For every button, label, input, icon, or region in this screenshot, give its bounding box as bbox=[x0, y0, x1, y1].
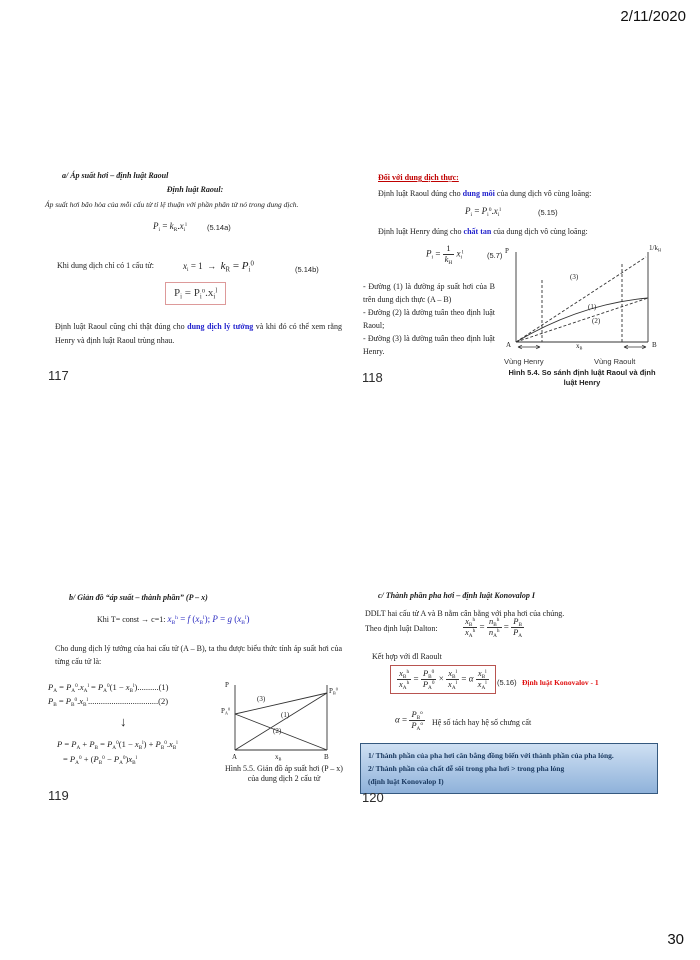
raoul-law-statement: Áp suất hơi bão hòa của mỗi cấu tử tỉ lệ thuận với phần phân tử nó trong dung dịch. bbox=[45, 200, 299, 209]
raoul-solvent-post: của dung dịch vô cùng loãng: bbox=[494, 189, 592, 198]
line-3-label: (3) bbox=[257, 695, 266, 703]
henry-zone-arrow bbox=[518, 345, 540, 349]
henry-solute-post: của dung dịch vô cùng loãng: bbox=[491, 227, 588, 236]
raoul-note-post: và khi đó có thể xem rằng Henry và định luật Raoul trùng nhau. bbox=[55, 322, 342, 345]
slide-120-title: c/ Thành phần pha hơi – định luật Konovalop I bbox=[378, 591, 536, 600]
p-axis-label: P bbox=[225, 681, 229, 689]
raoul-solvent-line bbox=[378, 188, 591, 200]
raoul-boxed-equation: $P_i = P_i^o.x_i^l$ bbox=[165, 282, 226, 305]
t-const-post: c=1: bbox=[149, 615, 168, 624]
point-a-label: A bbox=[232, 753, 238, 761]
pb0-label: $P_B^0$ bbox=[329, 686, 338, 696]
line-2-label: (2) bbox=[273, 727, 282, 735]
eq-partial-pressure-b: $P_B = P_B^0.x_B^l.................................(2)$ bbox=[48, 696, 169, 708]
slide-119-number: 119 bbox=[48, 788, 69, 803]
point-b-label: B bbox=[652, 341, 657, 349]
line-descriptions bbox=[363, 280, 495, 358]
slide-119 bbox=[45, 588, 345, 808]
eq-partial-pressure-a: $P_A = P_A^0.x_A^l = P_A^0(1 - x_B^l)..........(1)$ bbox=[48, 682, 169, 694]
henry-solute-highlight: chất tan bbox=[463, 227, 492, 236]
raoul-solvent-pre: Định luật Raoul đúng cho bbox=[378, 189, 463, 198]
line-1-description: - Đường (1) là đường áp suất hơi của B trên dung dịch thực (A – B) bbox=[363, 282, 495, 304]
slide-117-subtitle: Định luật Raoul: bbox=[166, 185, 224, 194]
one-component-label: Khi dung dịch chỉ có 1 cấu tử: bbox=[57, 261, 154, 270]
eq-5-7-label: (5.7) bbox=[487, 251, 503, 260]
line-3-label: (3) bbox=[570, 273, 579, 281]
ddlt-line: DDLT hai cấu tử A và B nằm cân bằng với pha hơi của chúng. bbox=[365, 609, 565, 618]
figure-5-5 bbox=[223, 680, 348, 800]
henry-solute-pre: Định luật Henry đúng cho bbox=[378, 227, 464, 236]
p-axis-label: P bbox=[505, 247, 509, 255]
dalton-equation: $\frac{x_B^h}{x_A^h}$ = $\frac{n_B^h}{n_A^h}$ = $\frac{P_B}{P_A}$ bbox=[465, 616, 523, 639]
eq-5-14a: $P_i = k_R.x_i^l$ bbox=[153, 221, 187, 233]
slide-117-title: a/ Áp suất hơi – định luật Raoul bbox=[62, 171, 169, 180]
line-2-description: - Đường (2) là đường tuân theo định luật Raoul; bbox=[363, 308, 495, 330]
alpha-equation: α = $\frac{P_B^o}{P_A^o}$ bbox=[395, 709, 423, 732]
inverse-kh-label: $1/k_H$ bbox=[649, 244, 662, 253]
henry-zone-label: Vùng Henry bbox=[504, 357, 544, 366]
summary-line-3: (định luật Konovalop I) bbox=[368, 777, 444, 786]
konovalov-equation: $\frac{x_B^h}{x_A^h}$ = $\frac{P_B^0}{P_A^0}$ × $\frac{x_B^l}{x_A^l}$ = α $\frac{x_B^l}{x_A^l}$ bbox=[390, 665, 496, 694]
print-date: 2/11/2020 bbox=[620, 8, 686, 25]
figure-5-5-caption: Hình 5.5. Giản đồ áp suất hơi (P – x) của dung dịch 2 cấu tử bbox=[225, 764, 343, 784]
t-const-line bbox=[97, 613, 249, 627]
raoult-combine-label: Kết hợp với đl Raoult bbox=[372, 652, 442, 661]
down-arrow: ↓ bbox=[120, 714, 127, 729]
slide-119-title: b/ Giản đồ “áp suất – thành phần” (P – x) bbox=[69, 593, 208, 602]
slide-118-number: 118 bbox=[362, 370, 383, 385]
eq-total-pressure-1: $P = P_A + P_B = P_A^0(1 - x_B^l) + P_B^0.x_B^l$ bbox=[57, 739, 178, 751]
slide-118-heading: Đối với dung dịch thực: bbox=[378, 173, 459, 182]
page-number: 30 bbox=[667, 931, 684, 948]
eq-5-14a-label: (5.14a) bbox=[207, 223, 231, 232]
konovalov-law-name: Định luật Konovalov - 1 bbox=[522, 678, 599, 687]
eq-5-15: $P_i = P_i^0.x_i^l$ bbox=[465, 206, 501, 218]
raoul-law-line-2 bbox=[516, 298, 648, 342]
slide-120 bbox=[360, 585, 665, 810]
slide-120-number: 120 bbox=[362, 790, 384, 805]
t-const-pre: Khi T= const bbox=[97, 615, 142, 624]
eq-total-pressure-2: = $P_A^0 + (P_B^0 - P_A^0)x_B^l$ bbox=[63, 754, 138, 766]
ideal-solution-paragraph: Cho dung dịch lý tưởng của hai cấu tử (A – B), ta thu được biểu thức tính áp suất hơi của từng cấu tử là: bbox=[55, 644, 342, 666]
line-2-label: (2) bbox=[592, 317, 601, 325]
alpha-description: Hệ số tách hay hệ số chưng cất bbox=[432, 718, 532, 727]
raoul-note-pre: Định luật Raoul cũng chỉ thật đúng cho bbox=[55, 322, 188, 331]
raoul-note-highlight: dung dịch lý tưởng bbox=[187, 322, 254, 331]
figure-5-4-caption: Hình 5.4. So sánh định luật Raoul và định luật Henry bbox=[508, 368, 656, 387]
henry-solute-line bbox=[378, 226, 588, 238]
eq-5-15-label: (5.15) bbox=[538, 208, 558, 217]
xb-axis-label: $x_B$ bbox=[275, 753, 282, 762]
figure-5-4 bbox=[502, 244, 665, 394]
dalton-label: Theo định luật Dalton: bbox=[365, 624, 438, 633]
line-1-label: (1) bbox=[281, 711, 290, 719]
slide-117 bbox=[45, 170, 345, 385]
phase-functions-formula: $x_B^h = f$ $(x_B^l)$; P = g $(x_B^l)$ bbox=[167, 614, 250, 626]
slide-117-number: 117 bbox=[48, 368, 69, 383]
summary-line-2: 2/ Thành phần của chất dễ sôi trong pha hơi > trong pha lỏng bbox=[368, 764, 565, 773]
raoult-zone-label: Vùng Raoult bbox=[594, 357, 636, 366]
eq-5-14b: $x_i = 1 \to k_R = P_i^0$ bbox=[183, 260, 254, 274]
line-3-description: - Đường (3) là đường tuân theo định luật Henry. bbox=[363, 334, 495, 356]
raoult-zone-arrow bbox=[624, 345, 646, 349]
figure-5-4-plot bbox=[502, 244, 662, 352]
konovalov-summary-box bbox=[360, 743, 658, 794]
point-a-label: A bbox=[506, 341, 512, 349]
raoul-solvent-highlight: dung môi bbox=[462, 189, 495, 198]
henry-law-line-3 bbox=[516, 257, 646, 342]
point-b-label: B bbox=[324, 753, 329, 761]
raoul-note bbox=[55, 320, 342, 348]
line-1-label: (1) bbox=[588, 303, 597, 311]
eq-5-14b-label: (5.14b) bbox=[295, 265, 319, 274]
summary-line-1: 1/ Thành phần của pha hơi cân bằng đồng biến với thành phần của pha lỏng. bbox=[368, 751, 614, 760]
eq-5-16-label: (5.16) bbox=[497, 678, 517, 687]
implies-arrow: → bbox=[141, 615, 150, 624]
slide-118 bbox=[360, 168, 665, 398]
xb-axis-label: $x_B$ bbox=[576, 342, 583, 351]
pb-line-1 bbox=[235, 693, 327, 750]
eq-5-7: $P_i$ = $\frac{1}{k_H}$ $x_i^l$ bbox=[426, 243, 464, 266]
pa0-label: $P_A^0$ bbox=[221, 706, 231, 716]
